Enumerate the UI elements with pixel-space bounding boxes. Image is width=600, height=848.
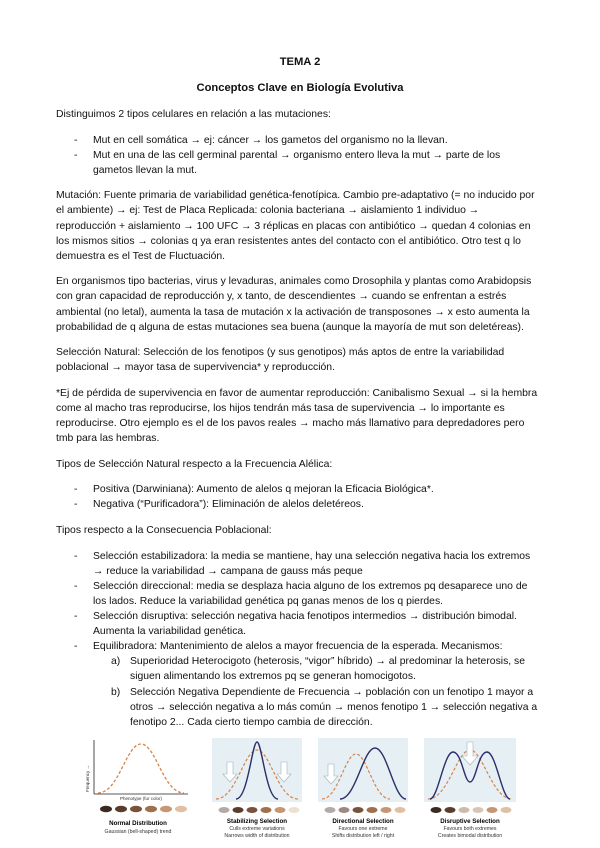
- normal-distribution-panel: [84, 736, 192, 842]
- sublist-item: [93, 654, 542, 684]
- panel-subtitle: Gaussian (bell-shaped) trend: [104, 829, 172, 835]
- consecuencia-heading: Tipos respecto a la Consecuencia Poblacional:: [56, 525, 272, 537]
- mouse-row-icon: [100, 806, 187, 812]
- mouse-row-icon: [219, 807, 300, 813]
- panel-subtitle: Favours one extreme: [338, 826, 388, 832]
- panel-title: Normal Distribution: [109, 820, 167, 827]
- panel-subtitle: Favours both extremes: [443, 826, 497, 832]
- seleccion-natural-paragraph: Selección Natural: Selección de los fenotipos (y sus genotipos) más aptos de entre la variabilidad poblacional → mayor tasa de supervivencia* y reproducción.: [56, 347, 505, 374]
- page-subtitle: Conceptos Clave en Biología Evolutiva: [196, 82, 404, 94]
- list-item: [56, 639, 542, 730]
- directional-selection-panel: [318, 736, 408, 842]
- sublist-text: Superioridad Heterocigoto (heterosis, “vigor” híbrido) → al predominar la heterosis, se siguen alimentando los extremos pq se generan homocigotos.: [130, 656, 526, 683]
- sublist-marker: b): [111, 686, 121, 698]
- ejemplo-paragraph: *Ej de pérdida de supervivencia en favor de aumentar reproducción: Canibalismo Sexual → si la hembra come al macho tras reproducirse, los hijos tendrán más tasa de supervivencia → lo importante es reproducirse. Otro ejemplo es el de los pavos reales → macho más llamativo para depredadores pero tmb para las hembras.: [56, 387, 538, 445]
- sublist-marker: a): [111, 656, 121, 668]
- intro-paragraph: Distinguimos 2 tipos celulares en relación a las mutaciones:: [56, 109, 331, 120]
- stabilizing-selection-panel: [212, 736, 302, 842]
- list-item: - Selección disruptiva: selección negativa hacia fenotipos intermedios → distribución bimodal. Aumenta la variabilidad genética.: [56, 609, 542, 639]
- organismos-paragraph: En organismos tipo bacterias, virus y levaduras, animales como Drosophila y plantas como Arabidopsis con gran capacidad de reproducción y, x tanto, de descendientes → cuando se enfrentan a estrés ambiental (no letal), aumenta la tasa de mutación x la activación de transposones → x esto aumenta la probabilidad de q alguna de estas mutaciones sea buena (aunque la mayoría de mut son deletéreas).: [56, 276, 532, 333]
- selection-types-figure: [84, 736, 516, 842]
- disruptive-selection-panel: [424, 736, 516, 842]
- equilibradora-text: Equilibradora: Mantenimiento de alelos a mayor frecuencia de la esperada. Mecanismos:: [93, 641, 503, 653]
- panel-title: Directional Selection: [332, 818, 394, 825]
- frecuencia-heading: Tipos de Selección Natural respecto a la Frecuencia Alélica:: [56, 458, 333, 470]
- mouse-row-icon: [325, 807, 406, 813]
- list-item: - Mut en una de las cell germinal parental → organismo entero lleva la mut → parte de los gametos llevan la mut.: [56, 148, 542, 178]
- sublist-text: Selección Negativa Dependiente de Frecuencia → población con un fenotipo 1 mayor a otros → selección negativa a lo más común → menos fenotipo 1 → selección negativa a fenotipo 2... Cada cierto tiempo cambia de dirección.: [130, 686, 538, 728]
- frecuencia-list: [56, 482, 542, 512]
- panel-title: Disruptive Selection: [440, 818, 500, 825]
- panel-subtitle: Culls extreme variations: [229, 826, 285, 832]
- consecuencia-list: [56, 549, 542, 730]
- panel-background: [212, 738, 302, 802]
- panel-subtitle: Creates bimodal distribution: [437, 833, 503, 839]
- list-item: - Selección estabilizadora: la media se mantiene, hay una selección negativa hacia los extremos → reduce la variabilidad → campana de gauss más peque: [56, 549, 542, 579]
- x-axis-label: Phenotype (fur color): [119, 796, 163, 801]
- list-item: - Negativa (“Purificadora”): Eliminación de alelos deletéreos.: [56, 497, 542, 512]
- panel-title: Stabilizing Selection: [226, 818, 288, 825]
- mouse-row-icon: [431, 807, 512, 813]
- equilibradora-sublist: [93, 654, 542, 729]
- mutation-types-list: [56, 133, 542, 178]
- list-item: - Positiva (Darwiniana): Aumento de alelos q mejoran la Eficacia Biológica*.: [56, 482, 542, 497]
- distribution-curve: [98, 744, 184, 793]
- y-axis-label: Frequency →: [85, 764, 90, 792]
- mutacion-paragraph: Mutación: Fuente primaria de variabilidad genética-fenotípica. Cambio pre-adaptativo (= no inducido por el ambiente) → ej: Test de Placa Replicada: colonia bacteriana → aislamiento 1 individuo → reproducción + aislamiento → 100 UFC → 3 réplicas en placas con antibiótico → quedan 4 colonias en los mismos sitios → colonias q ya eran resistentes antes del contacto con el antibiótico. Otro test q lo demuestra es el Test de Fluctuación.: [56, 190, 535, 262]
- list-item: - Selección direccional: media se desplaza hacia alguno de los extremos pq desaparece uno de los lados. Reduce la variabilidad genética pq ganas menos de los q pierdes.: [56, 579, 542, 609]
- page-title: TEMA 2: [279, 56, 321, 68]
- panel-subtitle: Narrows width of distribution: [224, 833, 290, 839]
- document-body: [56, 107, 542, 740]
- list-item: - Mut en cell somática → ej: cáncer → los gametos del organismo no la llevan.: [56, 133, 542, 148]
- sublist-item: [93, 685, 542, 730]
- panel-subtitle: Shifts distribution left / right: [331, 833, 395, 839]
